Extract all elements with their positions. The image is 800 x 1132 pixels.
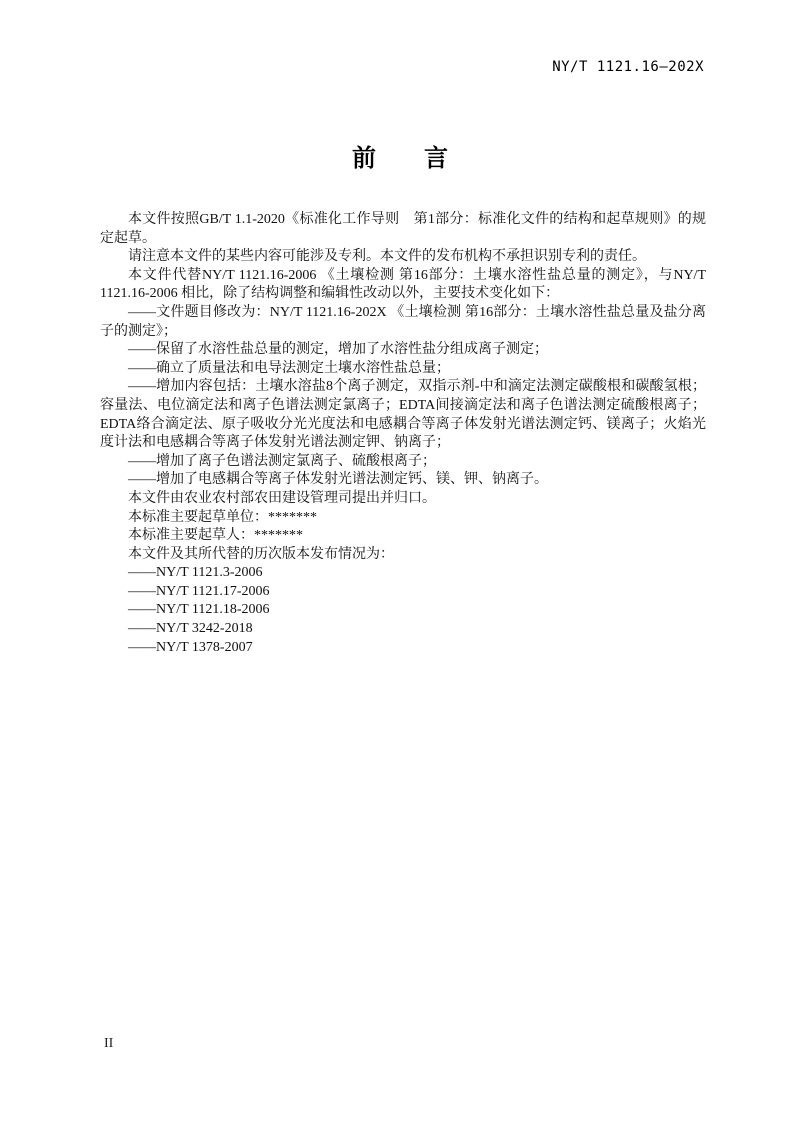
previous-edition-item: ——NY/T 3242-2018 — [128, 621, 253, 637]
previous-edition-item: ——NY/T 1378-2007 — [128, 639, 253, 655]
foreword-paragraph: 本文件由农业农村部农田建设管理司提出并归口。 — [128, 490, 436, 506]
previous-edition-item: ——NY/T 1121.18-2006 — [128, 602, 270, 618]
page-title: 前 言 — [352, 145, 448, 172]
foreword-paragraph: 请注意本文件的某些内容可能涉及专利。本文件的发布机构不承担识别专利的责任。 — [128, 249, 646, 265]
foreword-paragraph: 本文件按照GB/T 1.1-2020《标准化工作导则 第1部分：标准化文件的结构和起草规则》的规定起草。 — [100, 212, 706, 246]
foreword-change-item: ——增加了离子色谱法测定氯离子、硫酸根离子； — [128, 453, 436, 469]
doc-number: NY/T 1121.16—202X — [552, 59, 704, 75]
foreword-change-item: ——增加内容包括：土壤水溶盐8个离子测定，双指示剂-中和滴定法测定碳酸根和碳酸氢根；容量法、电位滴定法和离子色谱法测定氯离子；EDTA间接滴定法和离子色谱法测定硫酸根离子；EDTA络合滴定法、原子吸收分光光度法和电感耦合等离子体发射光谱法测定钙、镁离子；火焰光度计法和电感耦合等离子体发射光谱法测定钾、钠离子； — [100, 379, 706, 451]
foreword-change-item: ——确立了质量法和电导法测定土壤水溶性盐总量； — [128, 360, 450, 376]
foreword-change-item: ——文件题目修改为：NY/T 1121.16-202X 《土壤检测 第16部分：土壤水溶性盐总量及盐分离子的测定》； — [100, 304, 706, 339]
previous-edition-item: ——NY/T 1121.17-2006 — [128, 583, 270, 599]
previous-edition-item: ——NY/T 1121.3-2006 — [128, 565, 263, 581]
foreword-content — [100, 211, 706, 657]
foreword-paragraph: 本文件及其所代替的历次版本发布情况为： — [128, 546, 394, 562]
foreword-change-item: ——保留了水溶性盐总量的测定，增加了水溶性盐分组成离子测定； — [128, 342, 548, 358]
foreword-paragraph: 本标准主要起草人：******* — [128, 528, 303, 544]
foreword-paragraph: 本标准主要起草单位：******* — [128, 509, 317, 525]
foreword-paragraph: 本文件代替NY/T 1121.16-2006 《土壤检测 第16部分：土壤水溶性盐总量的测定》，与NY/T 1121.16-2006 相比，除了结构调整和编辑性改动以外，主要技术变化如下： — [100, 267, 706, 302]
page-number: II — [104, 1036, 114, 1051]
foreword-change-item: ——增加了电感耦合等离子体发射光谱法测定钙、镁、钾、钠离子。 — [128, 472, 548, 488]
